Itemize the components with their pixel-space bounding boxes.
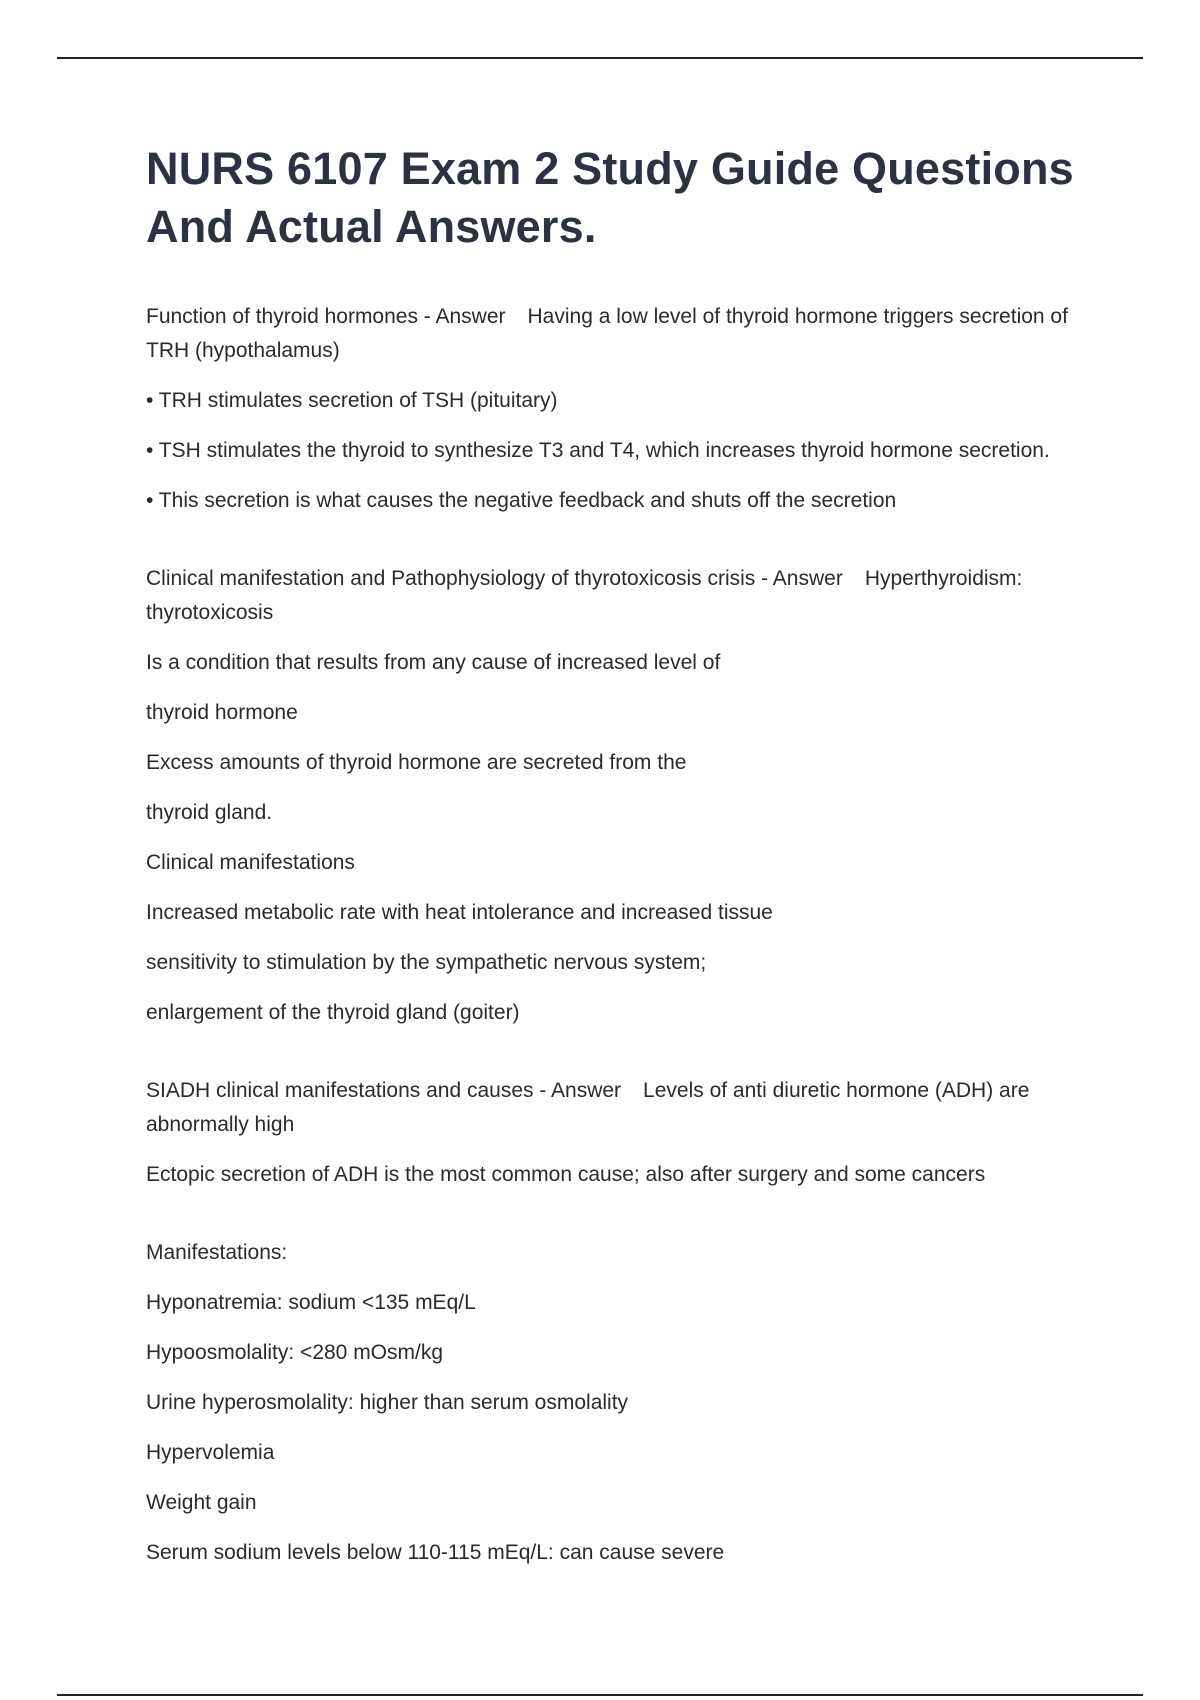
text-line: Increased metabolic rate with heat intolerance and increased tissue xyxy=(146,901,773,924)
document-title: NURS 6107 Exam 2 Study Guide Questions And Actual Answers. xyxy=(146,143,1074,252)
qa-heading xyxy=(146,300,1086,368)
question-text: Clinical manifestation and Pathophysiology of thyrotoxicosis crisis - Answer xyxy=(146,567,843,590)
bottom-divider xyxy=(57,1694,1143,1696)
qa-heading xyxy=(146,562,1086,630)
list-item: • This secretion is what causes the negative feedback and shuts off the secretion xyxy=(146,489,897,512)
qa-section xyxy=(146,562,1086,1030)
list-item: • TRH stimulates secretion of TSH (pituitary) xyxy=(146,389,558,412)
qa-heading xyxy=(146,1074,1086,1142)
qa-section xyxy=(146,300,1086,518)
text-line: Serum sodium levels below 110-115 mEq/L: can cause severe xyxy=(146,1541,725,1564)
top-divider xyxy=(57,57,1143,59)
text-line: Ectopic secretion of ADH is the most common cause; also after surgery and some cancers xyxy=(146,1163,986,1186)
text-line: thyroid hormone xyxy=(146,701,298,724)
text-line: thyroid gland. xyxy=(146,801,273,824)
text-line: Manifestations: xyxy=(146,1241,288,1264)
document-page xyxy=(146,140,1086,1614)
text-line: Urine hyperosmolality: higher than serum osmolality xyxy=(146,1391,629,1414)
text-line: Hypoosmolality: <280 mOsm/kg xyxy=(146,1341,444,1364)
manifestations-section xyxy=(146,1236,1086,1570)
question-text: SIADH clinical manifestations and causes - Answer xyxy=(146,1079,622,1102)
document-body xyxy=(146,300,1086,1570)
qa-section xyxy=(146,1074,1086,1192)
text-line: enlargement of the thyroid gland (goiter) xyxy=(146,1001,520,1024)
answer-text: Having a low level of thyroid hormone triggers secretion of TRH (hypothalamus) xyxy=(146,305,1068,362)
text-line: Hypervolemia xyxy=(146,1441,275,1464)
text-line: Weight gain xyxy=(146,1491,257,1514)
text-line: Hyponatremia: sodium <135 mEq/L xyxy=(146,1291,476,1314)
text-line: Excess amounts of thyroid hormone are secreted from the xyxy=(146,751,687,774)
list-item: • TSH stimulates the thyroid to synthesize T3 and T4, which increases thyroid hormone secretion. xyxy=(146,439,1050,462)
text-line: Clinical manifestations xyxy=(146,851,355,874)
text-line: Is a condition that results from any cause of increased level of xyxy=(146,651,721,674)
text-line: sensitivity to stimulation by the sympathetic nervous system; xyxy=(146,951,707,974)
answer-text: Levels of anti diuretic hormone (ADH) are abnormally high xyxy=(146,1079,1030,1136)
question-text: Function of thyroid hormones - Answer xyxy=(146,305,506,328)
answer-text: Hyperthyroidism: thyrotoxicosis xyxy=(146,567,1023,624)
